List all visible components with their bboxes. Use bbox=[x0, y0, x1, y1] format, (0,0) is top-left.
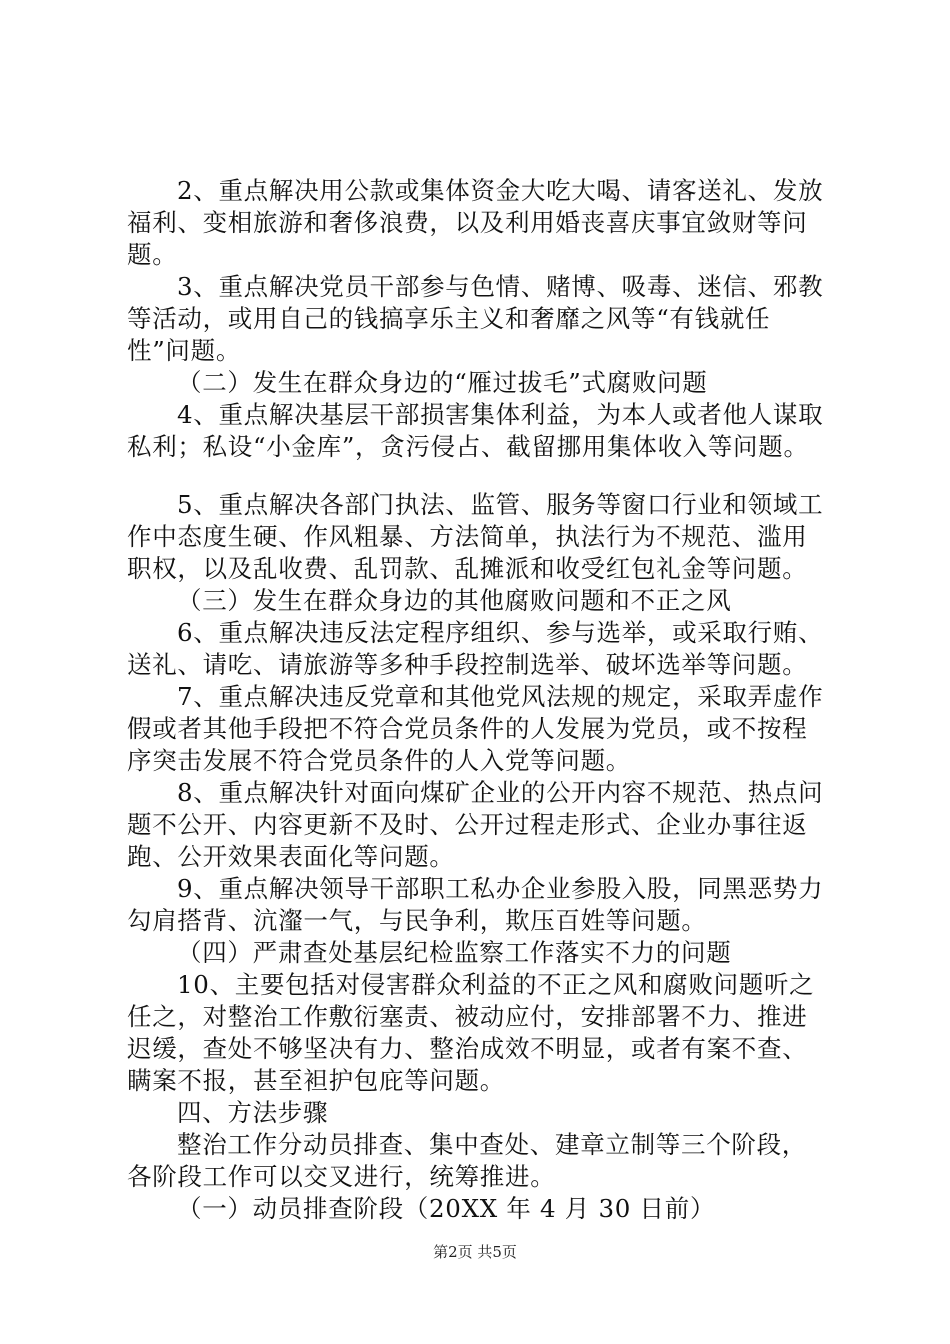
text-line: 8、重点解决针对面向煤矿企业的公开内容不规范、热点问 bbox=[177, 778, 824, 807]
text-line: 4、重点解决基层干部损害集体利益，为本人或者他人谋取 bbox=[177, 400, 824, 429]
text-line: 题。 bbox=[127, 240, 178, 269]
text-line: 迟缓，查处不够坚决有力、整治成效不明显，或者有案不查、 bbox=[127, 1034, 808, 1063]
text-line: 瞒案不报，甚至袒护包庇等问题。 bbox=[127, 1066, 505, 1095]
text-line: 2、重点解决用公款或集体资金大吃大喝、请客送礼、发放 bbox=[177, 176, 824, 205]
text-line: 题不公开、内容更新不及时、公开过程走形式、企业办事往返 bbox=[127, 810, 808, 839]
text-line: 10、主要包括对侵害群众利益的不正之风和腐败问题听之 bbox=[177, 970, 815, 999]
text-line: 各阶段工作可以交叉进行，统筹推进。 bbox=[127, 1162, 556, 1191]
section-heading: （三）发生在群众身边的其他腐败问题和不正之风 bbox=[177, 586, 732, 615]
text-line: 假或者其他手段把不符合党员条件的人发展为党员，或不按程 bbox=[127, 714, 808, 743]
section-heading: （四）严肃查处基层纪检监察工作落实不力的问题 bbox=[177, 938, 732, 967]
section-heading: （二）发生在群众身边的“雁过拔毛”式腐败问题 bbox=[177, 368, 708, 397]
page-footer: 第2页 共5页 bbox=[433, 1243, 517, 1261]
text-line: 6、重点解决违反法定程序组织、参与选举，或采取行贿、 bbox=[177, 618, 824, 647]
text-line: 3、重点解决党员干部参与色情、赌博、吸毒、迷信、邪教 bbox=[177, 272, 824, 301]
text-line: 职权，以及乱收费、乱罚款、乱摊派和收受红包礼金等问题。 bbox=[127, 554, 808, 583]
text-line: 送礼、请吃、请旅游等多种手段控制选举、破坏选举等问题。 bbox=[127, 650, 808, 679]
text-line: 等活动，或用自己的钱搞享乐主义和奢靡之风等“有钱就任 bbox=[127, 304, 771, 333]
text-line: 整治工作分动员排查、集中查处、建章立制等三个阶段， bbox=[177, 1130, 807, 1159]
text-line: 性”问题。 bbox=[127, 336, 242, 365]
section-heading: 四、方法步骤 bbox=[177, 1098, 329, 1127]
text-line: 9、重点解决领导干部职工私办企业参股入股，同黑恶势力 bbox=[177, 874, 824, 903]
text-line: 作中态度生硬、作风粗暴、方法简单，执法行为不规范、滥用 bbox=[127, 522, 808, 551]
text-line: 5、重点解决各部门执法、监管、服务等窗口行业和领域工 bbox=[177, 490, 824, 519]
text-line: 私利；私设“小金库”，贪污侵占、截留挪用集体收入等问题。 bbox=[127, 432, 809, 461]
text-line: 福利、变相旅游和奢侈浪费，以及利用婚丧喜庆事宜敛财等问 bbox=[127, 208, 808, 237]
text-line: 序突击发展不符合党员条件的人入党等问题。 bbox=[127, 746, 631, 775]
text-line: 7、重点解决违反党章和其他党风法规的规定，采取弄虚作 bbox=[177, 682, 824, 711]
text-line: 勾肩搭背、沆瀣一气，与民争利，欺压百姓等问题。 bbox=[127, 906, 707, 935]
section-heading: （一）动员排查阶段（20XX 年 4 月 30 日前） bbox=[177, 1194, 716, 1223]
text-line: 跑、公开效果表面化等问题。 bbox=[127, 842, 455, 871]
text-line: 任之，对整治工作敷衍塞责、被动应付，安排部署不力、推进 bbox=[127, 1002, 808, 1031]
